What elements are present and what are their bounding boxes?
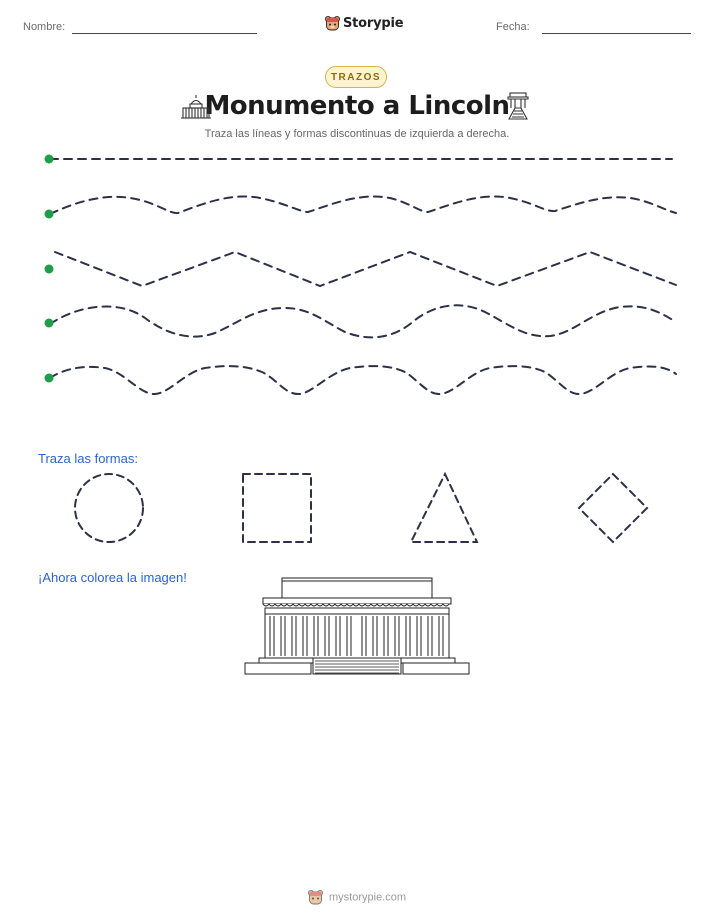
footer-url[interactable]: mystorypie.com	[329, 891, 407, 904]
tracing-shapes	[0, 460, 714, 560]
date-label: Fecha:	[496, 21, 530, 33]
tracing-line-5[interactable]	[50, 366, 676, 394]
start-dot	[45, 319, 54, 328]
tracing-line-3[interactable]	[55, 252, 676, 286]
tracing-line-2[interactable]	[50, 196, 676, 214]
trace-square[interactable]	[243, 474, 311, 542]
tracing-lines	[0, 0, 714, 420]
coloring-section-label: ¡Ahora colorea la imagen!	[38, 570, 187, 585]
trace-circle[interactable]	[75, 474, 143, 542]
start-dot	[45, 374, 54, 383]
tracing-line-4[interactable]	[50, 305, 676, 337]
footer	[0, 889, 714, 906]
category-badge: TRAZOS	[325, 66, 387, 88]
start-dot	[45, 155, 54, 164]
name-label: Nombre:	[23, 21, 66, 33]
trace-diamond[interactable]	[579, 474, 647, 542]
shapes-section-label: Traza las formas:	[38, 451, 138, 466]
lincoln-memorial-illustration[interactable]	[244, 577, 470, 676]
start-dot	[45, 210, 54, 219]
instructions-text: Traza las líneas y formas discontinuas de izquierda a derecha.	[204, 128, 510, 140]
bear-icon	[308, 889, 323, 906]
trace-triangle[interactable]	[411, 474, 477, 542]
start-dot	[45, 265, 54, 274]
page-title-text: Monumento a Lincoln	[204, 91, 510, 121]
brand-name: Storypie	[343, 15, 404, 31]
